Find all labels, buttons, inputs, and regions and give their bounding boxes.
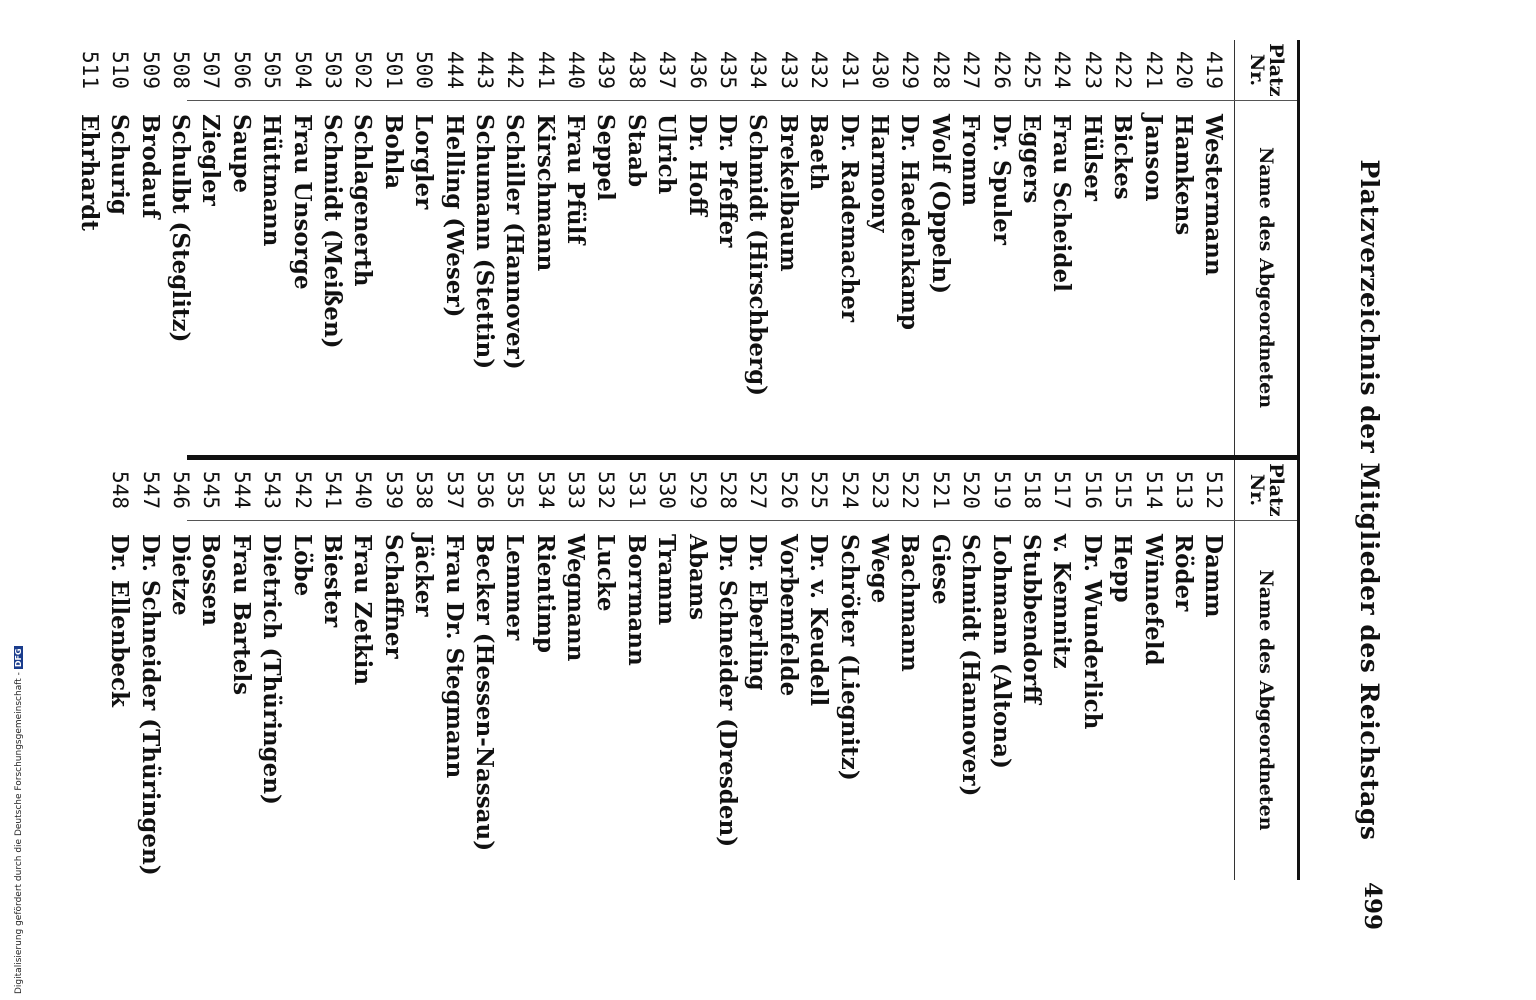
member-name: Schröter (Liegnitz) bbox=[835, 534, 863, 781]
seat-number: 514 bbox=[1141, 471, 1166, 509]
member-name: Brekelbaum bbox=[774, 114, 802, 272]
table-row bbox=[834, 460, 864, 880]
table-row bbox=[135, 40, 165, 455]
table-row bbox=[378, 40, 408, 455]
member-name: Hepp bbox=[1109, 534, 1137, 603]
header-left-name: Name des Abgeordneten bbox=[1255, 146, 1278, 409]
table-row bbox=[1077, 460, 1107, 880]
table-row bbox=[652, 40, 682, 455]
member-name: Frau Pfülf bbox=[562, 114, 590, 245]
table-row bbox=[773, 40, 803, 455]
member-name: Baeth bbox=[805, 114, 833, 191]
seat-number: 422 bbox=[1111, 51, 1136, 89]
seat-number: 423 bbox=[1080, 51, 1105, 89]
seat-number: 438 bbox=[624, 51, 649, 89]
seat-number: 429 bbox=[898, 51, 923, 89]
table-row bbox=[348, 40, 378, 455]
table-row bbox=[1168, 40, 1198, 455]
seat-number: 540 bbox=[351, 471, 376, 509]
seat-number: 532 bbox=[594, 471, 619, 509]
member-name: Lemmer bbox=[501, 534, 529, 641]
member-name: Seppel bbox=[592, 114, 620, 201]
seat-number: 539 bbox=[381, 471, 406, 509]
table-row bbox=[834, 40, 864, 455]
seat-number: 425 bbox=[1019, 51, 1044, 89]
table-row bbox=[682, 460, 712, 880]
header-divider bbox=[1234, 40, 1235, 880]
member-name: Schumann (Stettin) bbox=[470, 114, 498, 370]
table-row bbox=[469, 40, 499, 455]
table-row bbox=[257, 40, 287, 455]
member-name: Wegmann bbox=[562, 534, 590, 662]
member-name: Dr. Ellenbeck bbox=[106, 534, 134, 707]
seat-number: 433 bbox=[776, 51, 801, 89]
member-name: Hamkens bbox=[1169, 114, 1197, 236]
member-name: Schlagenerth bbox=[349, 114, 377, 287]
table-row bbox=[955, 40, 985, 455]
table-row bbox=[743, 460, 773, 880]
seat-number: 513 bbox=[1171, 471, 1196, 509]
rotated-page bbox=[75, 40, 1400, 960]
seat-number: 431 bbox=[837, 51, 862, 89]
member-name: Becker (Hessen-Nassau) bbox=[470, 534, 498, 852]
funding-note bbox=[14, 646, 24, 994]
left-rows bbox=[74, 40, 1229, 455]
member-name: Lorgler bbox=[410, 114, 438, 210]
funding-note-text: Digitalisierung gefördert durch die Deutsche Forschungsgemeinschaft - bbox=[14, 672, 24, 994]
seat-number: 547 bbox=[138, 471, 163, 509]
seat-number: 503 bbox=[320, 51, 345, 89]
member-name: Rientimp bbox=[531, 534, 559, 653]
member-name: Schmidt (Hirschberg) bbox=[744, 114, 772, 397]
member-name: Janson bbox=[1139, 114, 1167, 202]
seat-number: 525 bbox=[807, 471, 832, 509]
table-row bbox=[165, 460, 195, 880]
seat-number: 506 bbox=[229, 51, 254, 89]
dfg-logo: DFG bbox=[14, 648, 23, 668]
table-row bbox=[530, 460, 560, 880]
seat-number: 521 bbox=[928, 471, 953, 509]
seat-number: 510 bbox=[108, 51, 133, 89]
member-name: Wege bbox=[866, 534, 894, 604]
header-right-number: Platz Nr. bbox=[1246, 463, 1287, 517]
member-name: Frau Zetkin bbox=[349, 534, 377, 686]
seat-number: 520 bbox=[959, 471, 984, 509]
member-name: Frau Unsorge bbox=[288, 114, 316, 290]
seat-number: 545 bbox=[199, 471, 224, 509]
seat-number: 531 bbox=[624, 471, 649, 509]
seat-number: 426 bbox=[989, 51, 1014, 89]
seat-number: 544 bbox=[229, 471, 254, 509]
member-name: Winnefeld bbox=[1139, 534, 1167, 666]
seat-number: 522 bbox=[898, 471, 923, 509]
seat-number: 420 bbox=[1171, 51, 1196, 89]
seat-number: 434 bbox=[746, 51, 771, 89]
table-row bbox=[621, 40, 651, 455]
table-row bbox=[1047, 460, 1077, 880]
table-row bbox=[408, 460, 438, 880]
table-row bbox=[469, 460, 499, 880]
table-row bbox=[530, 40, 560, 455]
table-row bbox=[864, 460, 894, 880]
member-name: Frau Scheidel bbox=[1048, 114, 1076, 292]
table-row bbox=[895, 460, 925, 880]
seat-number: 432 bbox=[807, 51, 832, 89]
table-row bbox=[591, 40, 621, 455]
table-row bbox=[1047, 40, 1077, 455]
seat-number: 504 bbox=[290, 51, 315, 89]
member-name: Damm bbox=[1200, 534, 1228, 618]
seat-number: 428 bbox=[928, 51, 953, 89]
table-row bbox=[378, 460, 408, 880]
table-row bbox=[1138, 40, 1168, 455]
seat-number: 509 bbox=[138, 51, 163, 89]
member-name: Helling (Weser) bbox=[440, 114, 468, 318]
member-name: Ziegler bbox=[197, 114, 225, 206]
member-name: Dr. Hoff bbox=[683, 114, 711, 216]
table-row bbox=[1077, 40, 1107, 455]
table-row bbox=[652, 460, 682, 880]
member-name: Bickes bbox=[1109, 114, 1137, 200]
table-row bbox=[1016, 460, 1046, 880]
seat-number: 546 bbox=[169, 471, 194, 509]
seat-number: 511 bbox=[77, 51, 102, 89]
table-row bbox=[560, 460, 590, 880]
header-right-name: Name des Abgeordneten bbox=[1255, 569, 1278, 831]
seat-number: 517 bbox=[1050, 471, 1075, 509]
seat-number: 542 bbox=[290, 471, 315, 509]
member-name: Schmidt (Meißen) bbox=[318, 114, 346, 349]
seat-number: 430 bbox=[868, 51, 893, 89]
table-row bbox=[135, 460, 165, 880]
member-name: Schiller (Hannover) bbox=[501, 114, 529, 370]
table-row bbox=[925, 40, 955, 455]
table-row bbox=[196, 460, 226, 880]
seat-number: 419 bbox=[1202, 51, 1227, 89]
seat-number: 515 bbox=[1111, 471, 1136, 509]
table-row bbox=[257, 460, 287, 880]
member-name: Jäcker bbox=[410, 534, 438, 617]
right-rows bbox=[105, 460, 1229, 880]
seat-number: 534 bbox=[533, 471, 558, 509]
member-name: v. Kemnitz bbox=[1048, 534, 1076, 669]
member-name: Dr. Eberling bbox=[744, 534, 772, 691]
table-row bbox=[165, 40, 195, 455]
seat-number: 440 bbox=[564, 51, 589, 89]
table-row bbox=[1107, 460, 1137, 880]
member-name: Ulrich bbox=[653, 114, 681, 195]
table-row bbox=[439, 460, 469, 880]
member-name: Biester bbox=[318, 534, 346, 628]
member-name: Kirschmann bbox=[531, 114, 559, 272]
page-title: Platzverzeichnis der Mitglieder des Reichstags bbox=[1355, 159, 1385, 841]
seat-number: 533 bbox=[564, 471, 589, 509]
table-row bbox=[226, 460, 256, 880]
table-row bbox=[287, 460, 317, 880]
member-name: Dietze bbox=[167, 534, 195, 616]
table-row bbox=[287, 40, 317, 455]
member-name: Dr. v. Keudell bbox=[805, 534, 833, 707]
member-name: Frau Bartels bbox=[227, 534, 255, 696]
table-row bbox=[955, 460, 985, 880]
table-row bbox=[743, 40, 773, 455]
seat-number: 437 bbox=[655, 51, 680, 89]
member-name: Dr. Spuler bbox=[987, 114, 1015, 245]
seat-number: 524 bbox=[837, 471, 862, 509]
seat-number: 502 bbox=[351, 51, 376, 89]
seat-number: 443 bbox=[472, 51, 497, 89]
member-name: Schulbt (Steglitz) bbox=[167, 114, 195, 343]
member-name: Fromm bbox=[957, 114, 985, 207]
member-name: Bossen bbox=[197, 534, 225, 627]
seat-number: 548 bbox=[108, 471, 133, 509]
member-name: Dr. Schneider (Dresden) bbox=[714, 534, 742, 848]
seat-table bbox=[75, 40, 1300, 880]
table-row bbox=[560, 40, 590, 455]
member-name: Saupe bbox=[227, 114, 255, 193]
table-row bbox=[925, 460, 955, 880]
member-name: Vorbemfelde bbox=[774, 534, 802, 697]
seat-number: 442 bbox=[503, 51, 528, 89]
table-row bbox=[621, 460, 651, 880]
table-row bbox=[500, 460, 530, 880]
seat-number: 543 bbox=[260, 471, 285, 509]
table-row bbox=[1107, 40, 1137, 455]
member-name: Lohmann (Altona) bbox=[987, 534, 1015, 769]
page-number: 499 bbox=[1359, 881, 1386, 930]
table-row bbox=[1199, 40, 1229, 455]
table-row bbox=[895, 40, 925, 455]
seat-number: 507 bbox=[199, 51, 224, 89]
seat-number: 536 bbox=[472, 471, 497, 509]
table-row bbox=[226, 40, 256, 455]
seat-number: 441 bbox=[533, 51, 558, 89]
member-name: Hülser bbox=[1078, 114, 1106, 201]
table-row bbox=[105, 40, 135, 455]
member-name: Giese bbox=[926, 534, 954, 605]
member-name: Westermann bbox=[1200, 114, 1228, 276]
table-row bbox=[682, 40, 712, 455]
seat-number: 500 bbox=[412, 51, 437, 89]
table-row bbox=[591, 460, 621, 880]
member-name: Schaffner bbox=[379, 534, 407, 659]
seat-number: 530 bbox=[655, 471, 680, 509]
table-row bbox=[317, 460, 347, 880]
seat-number: 519 bbox=[989, 471, 1014, 509]
seat-number: 538 bbox=[412, 471, 437, 509]
seat-number: 527 bbox=[746, 471, 771, 509]
member-name: Frau Dr. Stegmann bbox=[440, 534, 468, 779]
seat-number: 501 bbox=[381, 51, 406, 89]
table-row bbox=[1199, 460, 1229, 880]
seat-number: 537 bbox=[442, 471, 467, 509]
seat-number: 526 bbox=[776, 471, 801, 509]
seat-number: 528 bbox=[716, 471, 741, 509]
member-name: Dr. Rademacher bbox=[835, 114, 863, 322]
table-row bbox=[986, 40, 1016, 455]
seat-number: 518 bbox=[1019, 471, 1044, 509]
seat-number: 439 bbox=[594, 51, 619, 89]
table-row bbox=[317, 40, 347, 455]
table-row bbox=[105, 460, 135, 880]
seat-number: 505 bbox=[260, 51, 285, 89]
member-name: Lucke bbox=[592, 534, 620, 612]
table-row bbox=[439, 40, 469, 455]
table-row bbox=[804, 460, 834, 880]
seat-number: 529 bbox=[685, 471, 710, 509]
table-row bbox=[1138, 460, 1168, 880]
table-row bbox=[773, 460, 803, 880]
table-row bbox=[1168, 460, 1198, 880]
table-row bbox=[1016, 40, 1046, 455]
member-name: Dr. Wunderlich bbox=[1078, 534, 1106, 730]
member-name: Harmony bbox=[866, 114, 894, 233]
member-name: Tramm bbox=[653, 534, 681, 626]
member-name: Dr. Schneider (Thüringen) bbox=[136, 534, 164, 876]
seat-number: 436 bbox=[685, 51, 710, 89]
table-row bbox=[500, 40, 530, 455]
seat-number: 541 bbox=[320, 471, 345, 509]
table-row bbox=[348, 460, 378, 880]
table-row bbox=[712, 460, 742, 880]
member-name: Dr. Pfeffer bbox=[714, 114, 742, 248]
member-name: Wolf (Oppeln) bbox=[926, 114, 954, 294]
header-left-number: Platz Nr. bbox=[1246, 43, 1287, 97]
member-name: Brodauf bbox=[136, 114, 164, 219]
seat-number: 516 bbox=[1080, 471, 1105, 509]
seat-number: 424 bbox=[1050, 51, 1075, 89]
member-name: Bachmann bbox=[896, 534, 924, 672]
seat-number: 512 bbox=[1202, 471, 1227, 509]
table-row bbox=[986, 460, 1016, 880]
member-name: Eggers bbox=[1017, 114, 1045, 204]
member-name: Dietrich (Thüringen) bbox=[258, 534, 286, 805]
member-name: Hüttmann bbox=[258, 114, 286, 247]
member-name: Borrmann bbox=[622, 534, 650, 666]
member-name: Ehrhardt bbox=[75, 114, 103, 231]
member-name: Stubbendorff bbox=[1017, 534, 1045, 704]
seat-number: 435 bbox=[716, 51, 741, 89]
member-name: Bohla bbox=[379, 114, 407, 190]
seat-number: 427 bbox=[959, 51, 984, 89]
member-name: Röder bbox=[1169, 534, 1197, 612]
seat-number: 444 bbox=[442, 51, 467, 89]
table-row bbox=[864, 40, 894, 455]
seat-number: 508 bbox=[169, 51, 194, 89]
member-name: Löbe bbox=[288, 534, 316, 597]
seat-number: 523 bbox=[868, 471, 893, 509]
member-name: Schmidt (Hannover) bbox=[957, 534, 985, 797]
table-row bbox=[804, 40, 834, 455]
seat-number: 535 bbox=[503, 471, 528, 509]
table-row bbox=[196, 40, 226, 455]
member-name: Dr. Haedenkamp bbox=[896, 114, 924, 330]
member-name: Abams bbox=[683, 534, 711, 621]
seat-number: 421 bbox=[1141, 51, 1166, 89]
table-row bbox=[74, 40, 104, 455]
member-name: Staab bbox=[622, 114, 650, 188]
table-row bbox=[408, 40, 438, 455]
table-row bbox=[712, 40, 742, 455]
member-name: Schurig bbox=[106, 114, 134, 215]
